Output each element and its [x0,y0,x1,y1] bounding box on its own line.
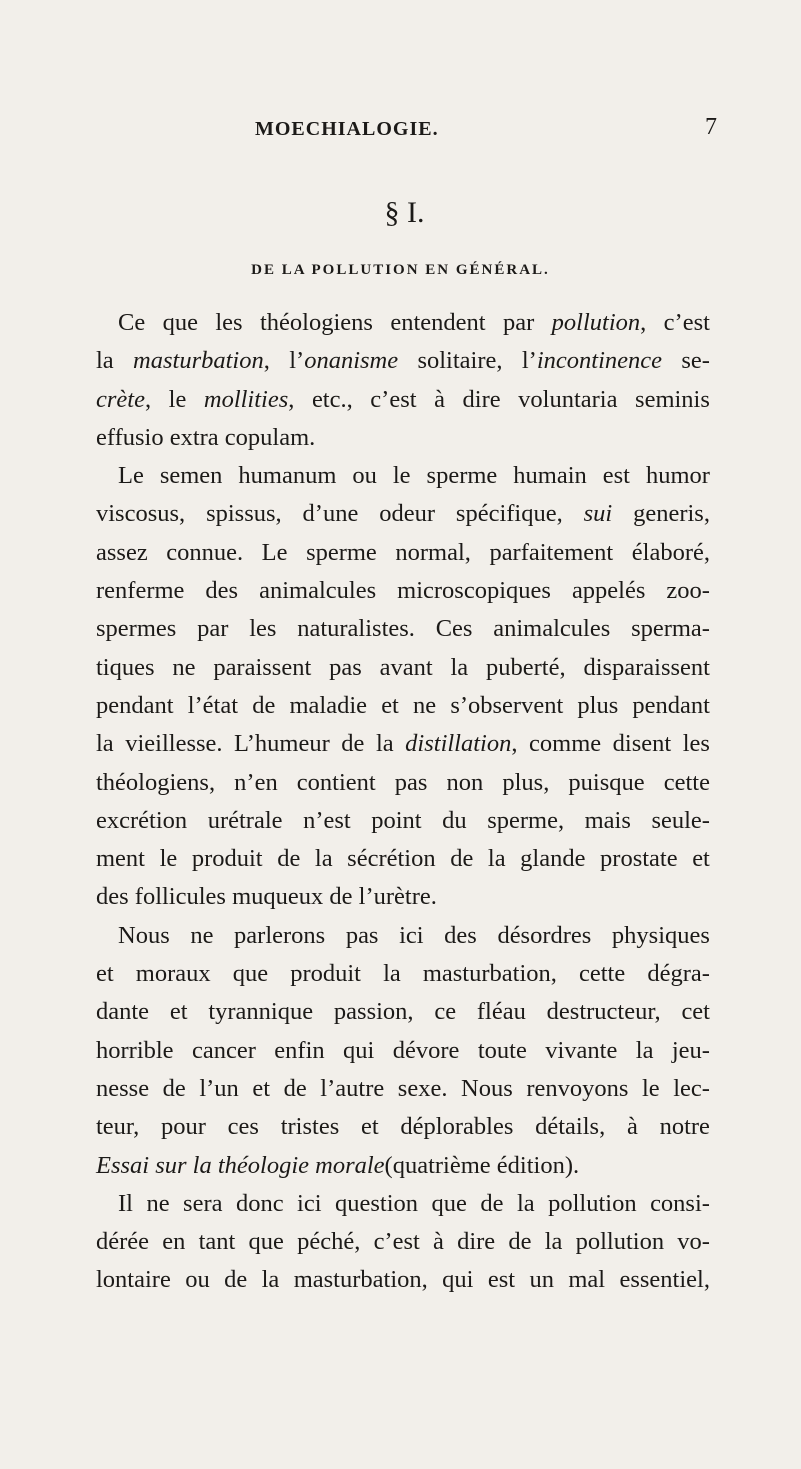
text-line [96,725,710,763]
word: le [392,462,411,490]
word: ou [352,462,377,490]
word: comme [529,730,602,758]
word: que [431,1189,467,1217]
word: la [96,730,114,758]
word: sperme [306,538,377,566]
word: sperme, [487,806,565,834]
word: et [252,1074,271,1102]
word: la [487,845,506,873]
word: normal, [395,538,471,566]
text-line: des follicules muqueux de l’urètre. [96,883,437,911]
word: viscosus, [96,500,186,528]
word: tant [198,1228,236,1256]
word: voluntaria [518,385,618,413]
word: et [96,960,114,988]
word: sera [183,1189,223,1217]
word: horrible [96,1036,174,1064]
word: la [314,845,333,873]
word: les [215,309,243,336]
word: point [371,806,422,834]
word: masturbation, [133,347,270,375]
word: spissus, [206,500,282,528]
word: vo- [677,1228,710,1256]
text-line [96,1223,710,1261]
text-line [96,572,710,610]
word: tiques [96,653,155,681]
word: à [434,385,445,413]
word: est [487,1266,516,1294]
word: qui [343,1036,375,1064]
word: zoo- [666,577,710,605]
word: pollution [548,1189,637,1217]
word: destructeur, [546,998,661,1026]
word: contient [296,768,376,796]
word: animalcules [493,615,611,643]
word: excrétion [96,806,188,834]
word: se- [681,347,710,375]
word: la [96,347,114,375]
word: enfin [274,1036,325,1064]
word: avant [379,653,433,681]
word: à [433,1228,444,1256]
word: de [480,1189,504,1217]
word: théologiens, [96,768,216,796]
word: pendant [96,691,174,719]
word: appelés [571,577,646,605]
word: l’onanisme [289,347,399,375]
word: et [692,845,710,873]
word: la [635,1036,654,1064]
word: Le [261,538,288,566]
word: théologiens [259,309,373,336]
word: et [381,691,399,719]
word: de [224,1266,248,1294]
word: et [169,998,188,1026]
word: naturalistes. [297,615,415,643]
word: péché, [297,1228,361,1256]
word: Nous [118,921,170,949]
text-line [96,993,710,1031]
word: la [544,1228,563,1256]
word: l’un [199,1074,239,1102]
word: dire [462,385,501,413]
word: l’autre [320,1074,385,1102]
word: spécifique, [455,500,563,528]
word: passion, [333,998,414,1026]
word: paraissent [213,653,312,681]
text-line [96,610,710,648]
word: jeu- [671,1036,710,1064]
text-line [96,1261,710,1299]
word: un [529,1266,554,1294]
word: cancer [191,1036,256,1064]
word: ne [413,691,437,719]
word: le [168,385,187,413]
text-line [96,381,710,419]
word: plus, [502,768,550,796]
word: urétrale [207,806,283,834]
word: toute [477,1036,527,1064]
word: sperme [426,462,498,490]
text-line [96,342,710,380]
word: le [159,845,178,873]
word: désordres [497,921,592,949]
word: la [375,730,394,758]
word: assez [96,538,148,566]
word: humanum [238,462,337,490]
word: etc., [311,385,353,413]
word: animalcules [259,577,377,605]
word: et [360,1113,379,1141]
word: dire [457,1228,496,1256]
word: pas [394,768,428,796]
word: fléau [476,998,526,1026]
word: renferme [96,577,185,605]
word: à [626,1113,638,1141]
word: sperma- [631,615,710,643]
word: ne [190,921,214,949]
word: le [641,1074,660,1102]
word: ne [146,1189,170,1217]
word: disent [612,730,672,758]
word: connue. [166,538,244,566]
text-line [96,534,710,572]
word: la [261,1266,280,1294]
word: crète, [96,385,152,413]
word: par [502,309,535,336]
running-title: MOECHIALOGIE. [255,118,439,140]
word: microscopiques [397,577,551,605]
word: tyrannique [208,998,314,1026]
word: la [450,653,469,681]
word: ne [172,653,196,681]
word: les [249,615,277,643]
word: ment [96,845,145,873]
word: sui [583,500,613,528]
word: pour [160,1113,206,1141]
word: ce [434,998,457,1026]
word: de [162,1074,186,1102]
text-line [96,649,710,687]
word: l’état [187,691,239,719]
word: Ce [118,309,146,336]
text-line: Essai sur la théologie morale (quatrième édition). [96,1151,580,1179]
word: lontaire [96,1266,171,1294]
word: disparaissent [583,653,710,681]
word: Ces [435,615,473,643]
section-title: DE LA POLLUTION EN GÉNÉRAL. [251,262,550,278]
word: mollities, [203,385,295,413]
text-line [96,304,710,342]
word: maladie [289,691,368,719]
word: dévore [392,1036,460,1064]
word: n’est [303,806,351,834]
word: déplorables [400,1113,514,1141]
word: pollution, [551,309,647,336]
word: que [248,1228,284,1256]
word: cet [681,998,710,1026]
word: n’en [234,768,278,796]
text-line [96,764,710,802]
word: parlerons [234,921,326,949]
word: ou [185,1266,210,1294]
word: notre [659,1113,710,1141]
word: que [162,309,198,336]
text-line [96,802,710,840]
word: élaboré, [631,538,710,566]
word: produit [191,845,263,873]
word: pendant [632,691,710,719]
word: sécrétion [347,845,436,873]
word: donc [235,1189,284,1217]
word: lec- [673,1074,710,1102]
word: Le [118,462,144,490]
word: entendent [390,309,486,336]
word: mal [568,1266,606,1294]
word: teur, [96,1113,140,1141]
word: humor [645,462,710,490]
section-number: § I. [384,196,425,229]
page-header [0,114,801,148]
word: L’humeur [234,730,330,758]
word: dérée [96,1228,150,1256]
text-line: effusio extra copulam. [96,423,316,451]
text-line [96,687,710,725]
word: ici [399,921,424,949]
word: tristes [280,1113,340,1141]
word: Nous [461,1074,513,1102]
word: détails, [535,1113,606,1141]
word: produit [290,960,361,988]
word: odeur [379,500,436,528]
word: vieillesse. [125,730,223,758]
word: renvoyons [526,1074,629,1102]
word: puisque [568,768,645,796]
word: s’observent [450,691,564,719]
word: mais [584,806,631,834]
text-line [96,1185,710,1223]
text-line [96,495,710,533]
word: c’est [373,1228,420,1256]
word: de [341,730,365,758]
word: des [444,921,477,949]
word: les [682,730,710,758]
text-line [96,917,710,955]
word: Il [118,1189,133,1217]
word: moraux [135,960,211,988]
text-line [96,1032,710,1070]
word: ces [227,1113,259,1141]
word: est [602,462,630,490]
word: prostate [600,845,678,873]
word: dante [96,998,150,1026]
word: c’est [663,309,710,336]
word: question [335,1189,419,1217]
word: nesse [96,1074,150,1102]
word: la [383,960,401,988]
word: en [162,1228,186,1256]
word: de [450,845,474,873]
word: par [197,615,229,643]
word: qui [442,1266,474,1294]
word: masturbation, [293,1266,428,1294]
word: plus [577,691,619,719]
word: cette [663,768,710,796]
word: spermes [96,615,177,643]
word: de [277,845,301,873]
word: non [446,768,484,796]
word: solitaire, [417,347,503,375]
word: pas [329,653,362,681]
word: des [205,577,239,605]
word: de [283,1074,307,1102]
word: puberté, [486,653,566,681]
word: pas [345,921,379,949]
word: parfaitement [489,538,614,566]
word: pollution [575,1228,665,1256]
word: de [508,1228,532,1256]
word: vivante [545,1036,618,1064]
text-line [96,955,710,993]
word: seminis [635,385,710,413]
word: seule- [651,806,710,834]
word: humain [513,462,587,490]
word: sexe. [397,1074,448,1102]
word: de [252,691,276,719]
word: semen [159,462,223,490]
word: d’une [302,500,359,528]
word: la [516,1189,535,1217]
word: c’est [370,385,417,413]
word: du [442,806,467,834]
word: dégra- [647,960,710,988]
word: physiques [611,921,710,949]
body-text [96,304,710,1300]
word: glande [520,845,586,873]
text-line [96,1108,710,1146]
word: distillation, [405,730,518,758]
text-line [96,1070,710,1108]
word: generis, [633,500,710,528]
word: essentiel, [619,1266,710,1294]
word: consi- [650,1189,710,1217]
word: l’incontinence [521,347,663,375]
word: masturbation, [422,960,557,988]
word: ici [297,1189,322,1217]
page-number: 7 [705,114,717,140]
text-line [96,840,710,878]
word: cette [578,960,626,988]
text-line [96,457,710,495]
word: que [232,960,269,988]
